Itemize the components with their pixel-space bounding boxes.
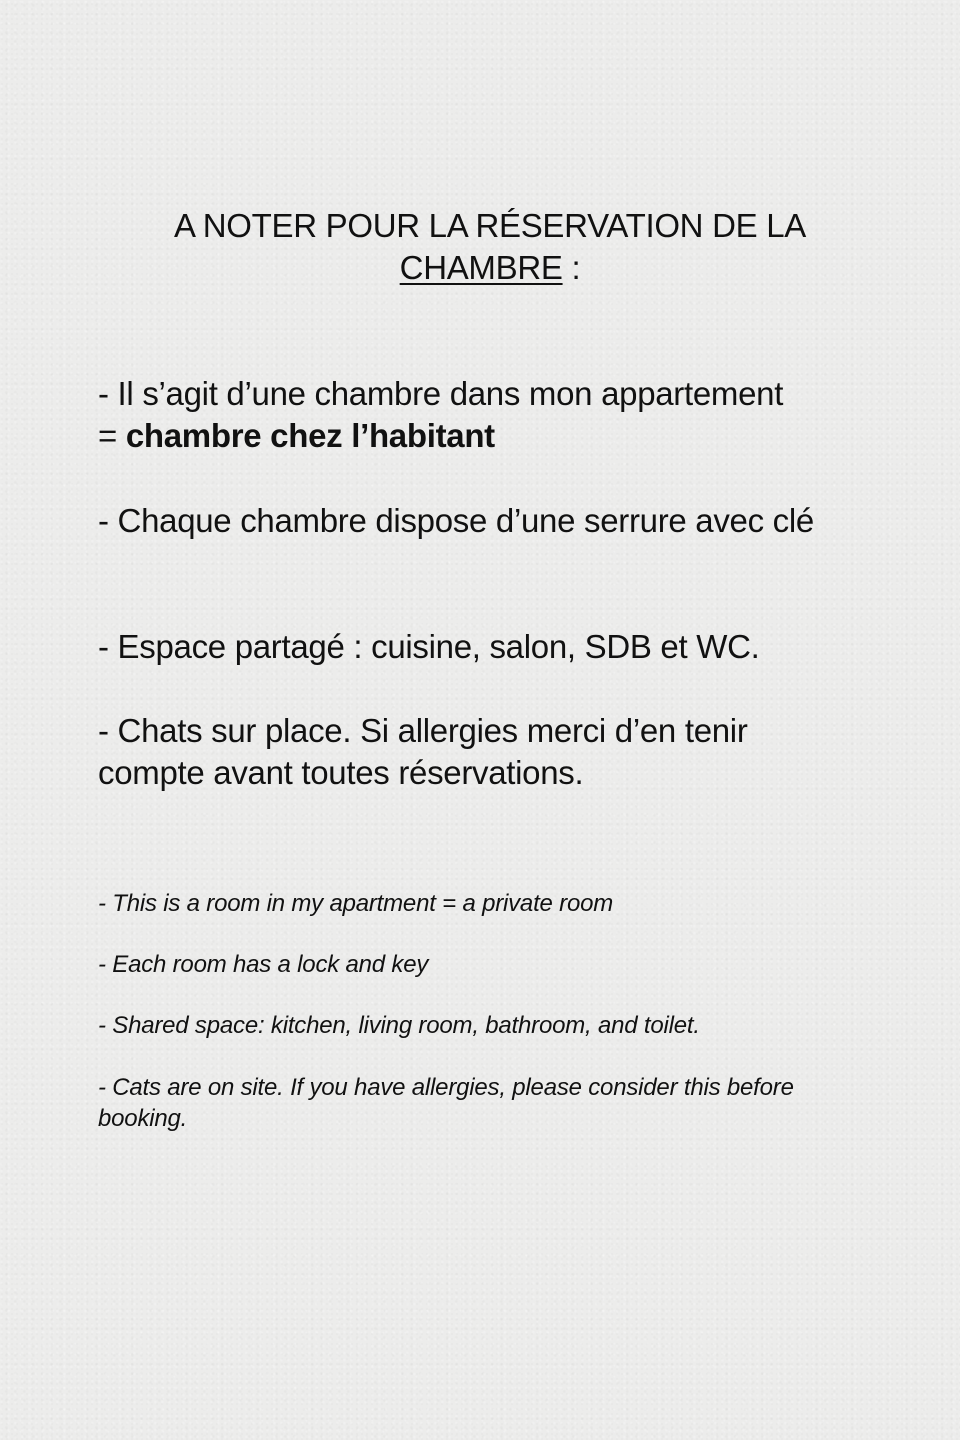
french-item-1-bold: chambre chez l’habitant: [125, 417, 495, 454]
french-item-1-text: - Il s’agit d’une chambre dans mon appartement: [98, 375, 784, 412]
french-item-1-equals: =: [98, 417, 126, 454]
english-item-4: - Cats are on site. If you have allergies, please consider this before booking.: [98, 1074, 794, 1132]
page-title: [100, 205, 880, 289]
french-item-4: - Chats sur place. Si allergies merci d’en tenir compte avant toutes réservations.: [98, 712, 748, 791]
french-item-2: - Chaque chambre dispose d’une serrure avec clé: [98, 502, 814, 539]
english-item-3: - Shared space: kitchen, living room, bathroom, and toilet.: [98, 1012, 700, 1039]
french-item-1: [98, 373, 898, 457]
english-item-1: - This is a room in my apartment = a private room: [98, 890, 614, 917]
french-item-3: - Espace partagé : cuisine, salon, SDB et WC.: [98, 628, 760, 665]
title-suffix: :: [562, 249, 581, 286]
title-line: A NOTER POUR LA RÉSERVATION DE LA: [174, 207, 806, 244]
title-underlined-word: CHAMBRE: [399, 249, 563, 286]
english-item-2: - Each room has a lock and key: [98, 951, 429, 978]
